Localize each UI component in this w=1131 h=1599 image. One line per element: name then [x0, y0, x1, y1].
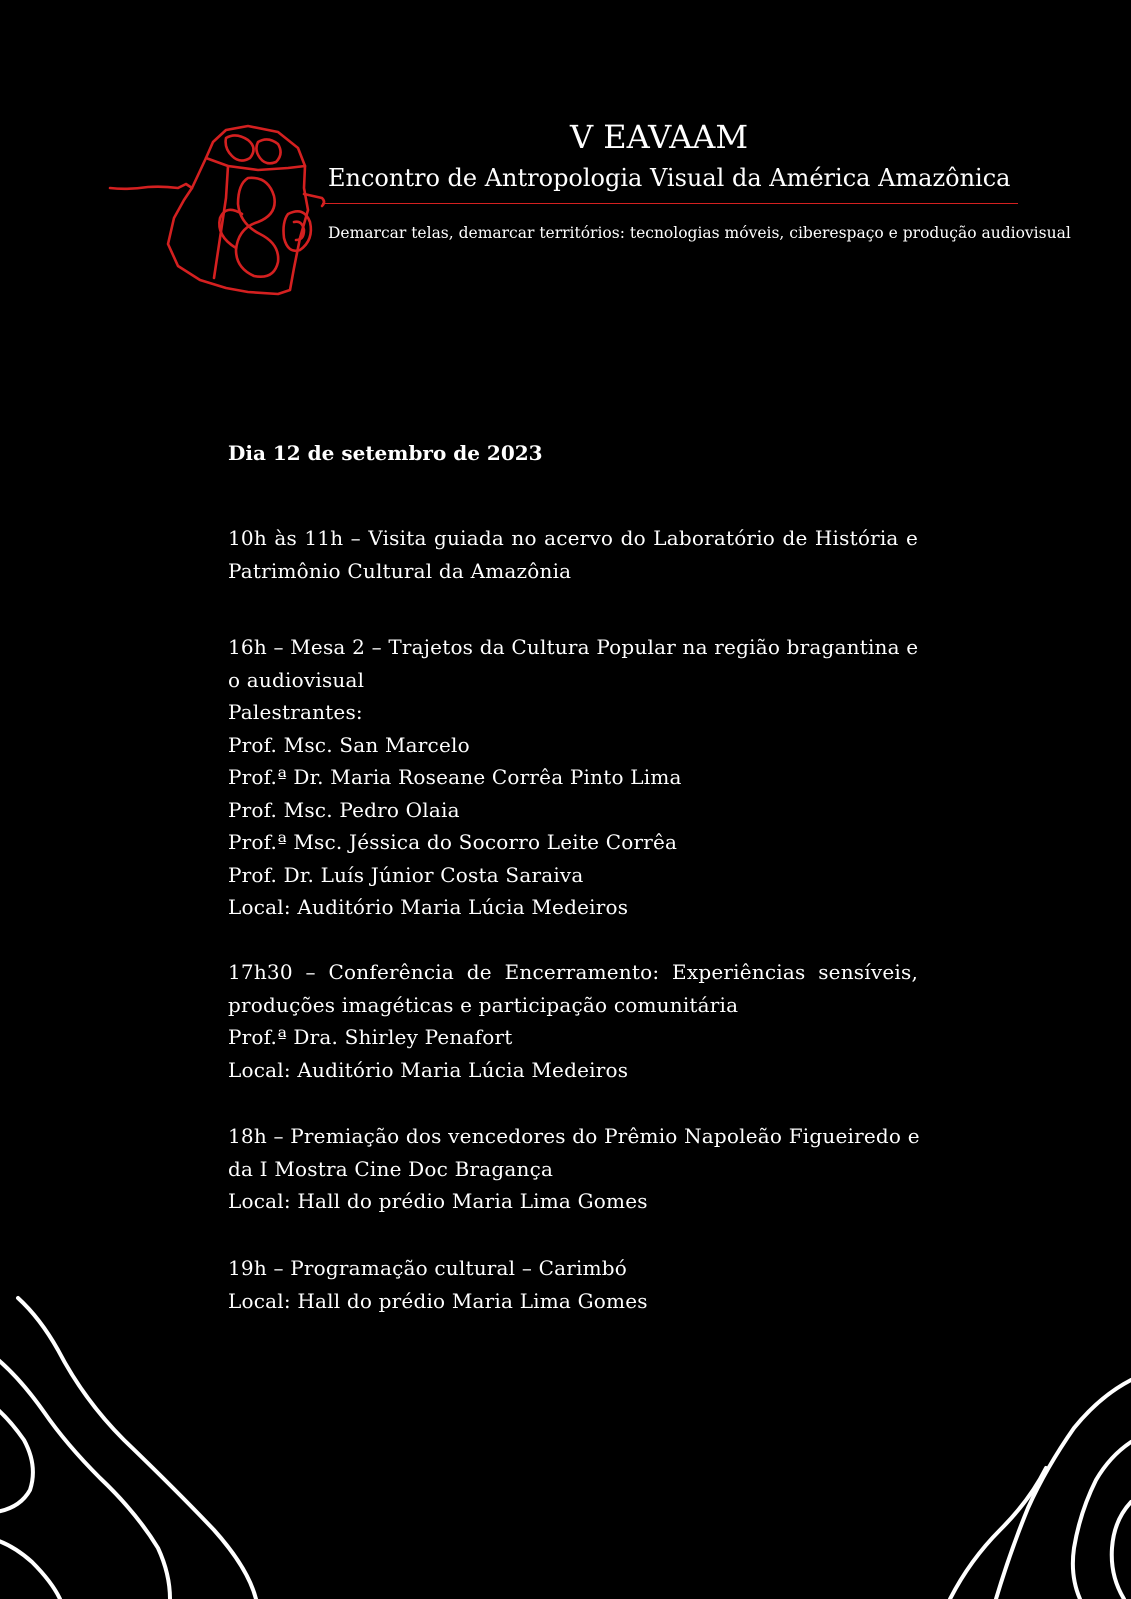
event-line: 18h – Premiação dos vencedores do Prêmio Napoleão Figueiredo e — [228, 1124, 920, 1148]
event-line: produções imagéticas e participação comunitária — [228, 992, 739, 1017]
event-line: 10h às 11h – Visita guiada no acervo do Laboratório de História e — [228, 526, 918, 550]
event-header — [0, 0, 1131, 320]
topographic-wave-lines — [0, 1290, 1131, 1599]
event-line: Palestrantes: — [228, 700, 363, 724]
header-divider — [322, 203, 1018, 204]
event-item — [228, 631, 918, 924]
event-line: Local: Auditório Maria Lúcia Medeiros — [228, 895, 629, 919]
event-line: 16h – Mesa 2 – Trajetos da Cultura Popular na região bragantina e — [228, 635, 919, 659]
event-line: da I Mostra Cine Doc Bragança — [228, 1156, 554, 1181]
event-line: Prof.ª Msc. Jéssica do Socorro Leite Corrêa — [228, 830, 678, 854]
event-item — [228, 956, 918, 1086]
event-item — [228, 1120, 918, 1218]
event-line: 17h30 – Conferência de Encerramento: Experiências sensíveis, — [228, 960, 918, 984]
camera-sketch-logo — [108, 118, 328, 308]
schedule-date: Dia 12 de setembro de 2023 — [228, 441, 543, 465]
event-line: Local: Hall do prédio Maria Lima Gomes — [228, 1189, 648, 1213]
event-line: Patrimônio Cultural da Amazônia — [228, 558, 572, 583]
event-line: Prof. Msc. San Marcelo — [228, 732, 470, 757]
event-subtitle: Encontro de Antropologia Visual da América Amazônica — [328, 164, 1011, 192]
event-line: Local: Auditório Maria Lúcia Medeiros — [228, 1057, 629, 1082]
event-line: Prof. Dr. Luís Júnior Costa Saraiva — [228, 862, 584, 887]
event-tagline: Demarcar telas, demarcar territórios: tecnologias móveis, ciberespaço e produção audiovisual — [328, 224, 1071, 242]
event-line: Local: Hall do prédio Maria Lima Gomes — [228, 1288, 648, 1313]
event-line: Prof.ª Dr. Maria Roseane Corrêa Pinto Lima — [228, 765, 682, 789]
event-item — [228, 522, 918, 587]
event-line: Prof. Msc. Pedro Olaia — [228, 797, 460, 822]
event-line: 19h – Programação cultural – Carimbó — [228, 1256, 627, 1280]
event-line: Prof.ª Dra. Shirley Penafort — [228, 1025, 513, 1049]
event-line: o audiovisual — [228, 667, 365, 692]
event-title: V EAVAAM — [570, 118, 749, 156]
